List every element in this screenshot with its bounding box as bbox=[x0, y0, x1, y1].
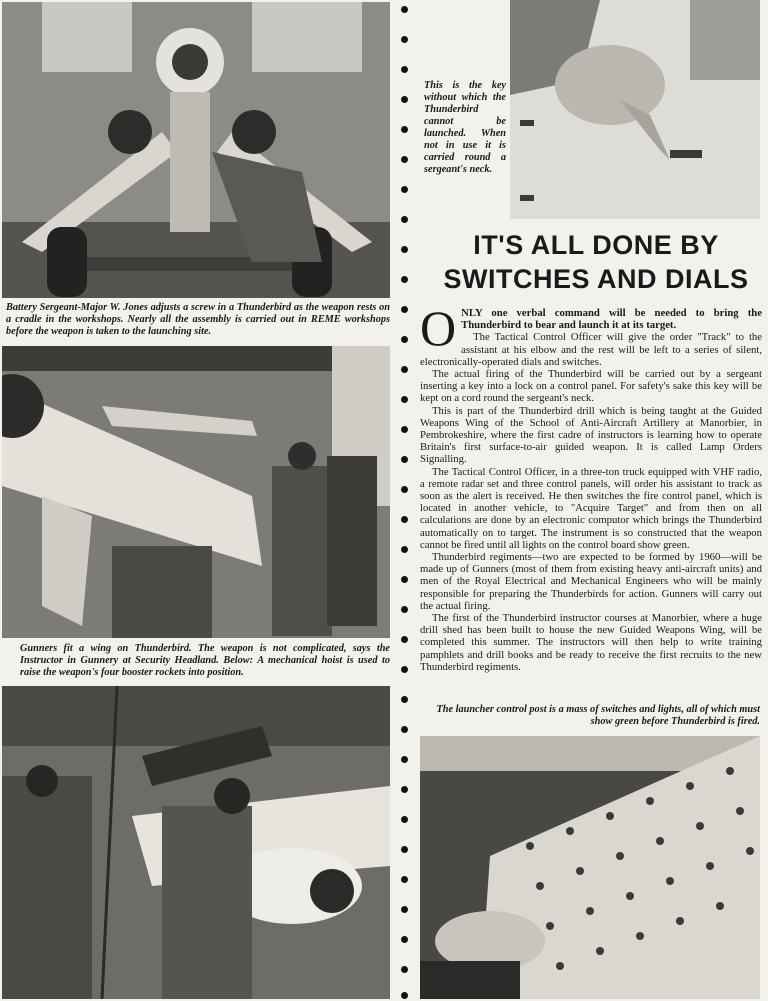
article-lead-text: NLY one verbal command will be needed to bring the Thunderbird to bear and launch it at its target. bbox=[461, 307, 762, 332]
caption-wing: Gunners fit a wing on Thunderbird. The weapon is not complicated, says the Instructor in Gunnery at Security Headland. Below: A mechanical hoist is used to raise the weapon's four booster rockets into position. bbox=[20, 643, 390, 678]
photo-missile-on-cradle bbox=[2, 2, 390, 298]
drop-cap: O bbox=[420, 300, 457, 356]
article-paragraph: This is part of the Thunderbird drill which is being taught at the Guided Weapons Wing of the School of Anti-Aircraft Artillery at Manorbier, in Pembrokeshire, where the first cadre of instructors is learning how to operate Britain's first surface-to-air guided weapon. It is called Lamp Orders Signalling. bbox=[420, 404, 762, 466]
headline-line-1: IT'S ALL DONE BY bbox=[473, 230, 719, 260]
caption-top-left: Battery Sergeant-Major W. Jones adjusts a screw in a Thunderbird as the weapon rests on a cradle in the workshops. Nearly all the assembly is carried out in REME workshops before the weapon is taken to the launching site. bbox=[6, 302, 390, 337]
perforation-divider bbox=[399, 0, 413, 1001]
article-headline bbox=[432, 228, 760, 296]
article-paragraph: The actual firing of the Thunderbird will be carried out by a sergeant inserting a key into a lock on a control panel. For safety's sake this key will be kept on a cord round the sergeant's neck. bbox=[420, 368, 762, 405]
photo-gunners-fit-wing bbox=[2, 346, 390, 638]
photo-control-panel bbox=[420, 736, 760, 999]
article-paragraph: The Tactical Control Officer will give the order "Track" to the assistant at his elbow and the rest will be left to a series of silent, electronically-operated dials and switches. bbox=[420, 331, 762, 368]
article-paragraph: Thunderbird regiments—two are expected to be formed by 1960—will be made up of Gunners (most of them from existing heavy anti-aircraft units) and men of the Royal Electrical and Mechanical Engineers who will be mainly responsible for preparing the Thunderbirds for action. Gunners will carry out the actual firing. bbox=[420, 551, 762, 612]
article-paragraph: The first of the Thunderbird instructor courses at Manorbier, where a huge drill shed has been built to house the new Guided Weapons Wing, will be completed this summer. The instructors will then help to write training pamphlets and drill books and be ready to receive the first recruits to the new Thunderbird regiments. bbox=[420, 612, 762, 673]
photo-booster-hoist bbox=[2, 686, 390, 999]
caption-key: This is the key without which the Thunderbird cannot be launched. When not in use it is carried round a sergeant's neck. bbox=[424, 80, 506, 175]
caption-control: The launcher control post is a mass of switches and lights, all of which must show green before Thunderbird is fired. bbox=[436, 704, 760, 727]
headline-line-2: SWITCHES AND DIALS bbox=[443, 264, 749, 294]
photo-safety-key bbox=[510, 0, 760, 219]
article-paragraph: The Tactical Control Officer, in a three-ton truck equipped with VHF radio, a remote radar set and three control panels, will order his assistant to track as soon as the alert is received. He then switches the fire control panel, which is located in another vehicle, to "Acquire Target" and from then on all calculations are done by an electronic computor which brings the Thunderbird automatically on to target. The instrument is so constructed that the weapon cannot be fired until all lights on the control board show green. bbox=[420, 465, 762, 551]
article-body bbox=[420, 300, 762, 673]
